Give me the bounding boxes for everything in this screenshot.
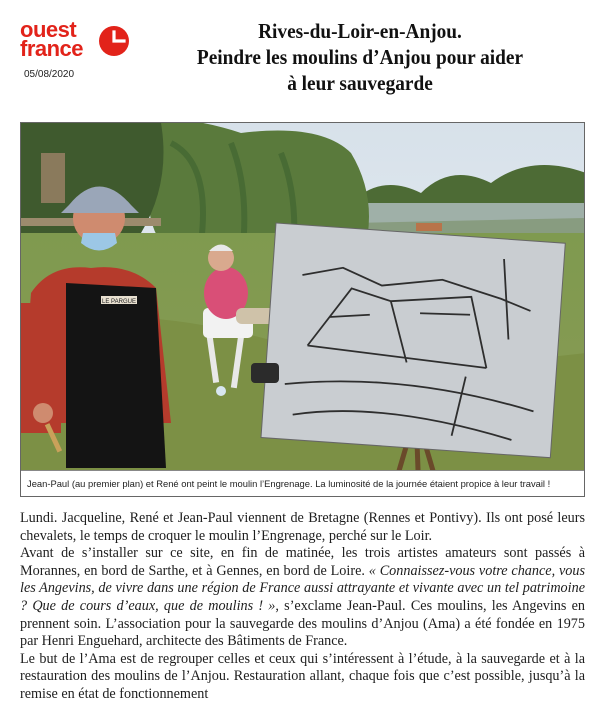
article-paragraph-2 bbox=[20, 545, 585, 651]
photo-caption: Jean-Paul (au premier plan) et René ont peint le moulin l’Engrenage. La luminosité de la journée étaient propice à leur travail ! bbox=[21, 470, 584, 496]
article-body bbox=[20, 510, 585, 704]
logo-word-france: france bbox=[20, 36, 84, 61]
article-paragraph-1: Lundi. Jacqueline, René et Jean-Paul viennent de Bretagne (Rennes et Pontivy). Ils ont posé leurs chevalets, le temps de croquer le moulin l’Engrenage, perché sur le Loir. bbox=[20, 510, 585, 544]
headline-line-2: Peindre les moulins d’Anjou pour aider bbox=[196, 45, 524, 69]
headline-line-3: à leur sauvegarde bbox=[287, 71, 433, 95]
article-paragraph-3: Le but de l’Ama est de regrouper celles et ceux qui s’intéressent à l’étude, à la sauvegarde et à la restauration des moulins de l’Anjou. Restauration allant, chaque fois que c’est possible, jusqu’à la remise en état de fonctionnement bbox=[20, 650, 585, 702]
publication-date: 05/08/2020 bbox=[24, 69, 75, 80]
headline-line-1: Rives-du-Loir-en-Anjou. bbox=[258, 19, 462, 43]
painters-scene-illustration bbox=[21, 123, 585, 497]
article-paragraph-2-start: Avant de s’installer sur ce site, en fin de matinée, les trois artistes amateurs sont passés à Morannes, en bord de Sarthe, et à Gennes, en bord de Loire. bbox=[20, 545, 585, 579]
ouest-france-logo bbox=[20, 17, 130, 64]
article-paragraph-2-end: , s’exclame Jean-Paul. Ces moulins, les Angevins en prennent soin. L’association pour la sauvegarde des moulins d’Anjou (Ama) a été fondée en 1975 par Henri Enguehard, architecte des Bâtiments de France. bbox=[20, 597, 585, 650]
article-photo bbox=[20, 122, 585, 497]
headline bbox=[158, 18, 563, 96]
logo-mark-icon bbox=[98, 25, 130, 57]
apron-text: LE PARGUE bbox=[102, 299, 136, 305]
logo-word-ouest: ouest bbox=[20, 17, 77, 42]
article-quote: « Connaissez-vous votre chance, vous les Angevins, de vivre dans une région de France aussi attrayante et vivante avec un tel patrimoine ? Que de cours d’eaux, que de moulins ! » bbox=[20, 562, 585, 614]
